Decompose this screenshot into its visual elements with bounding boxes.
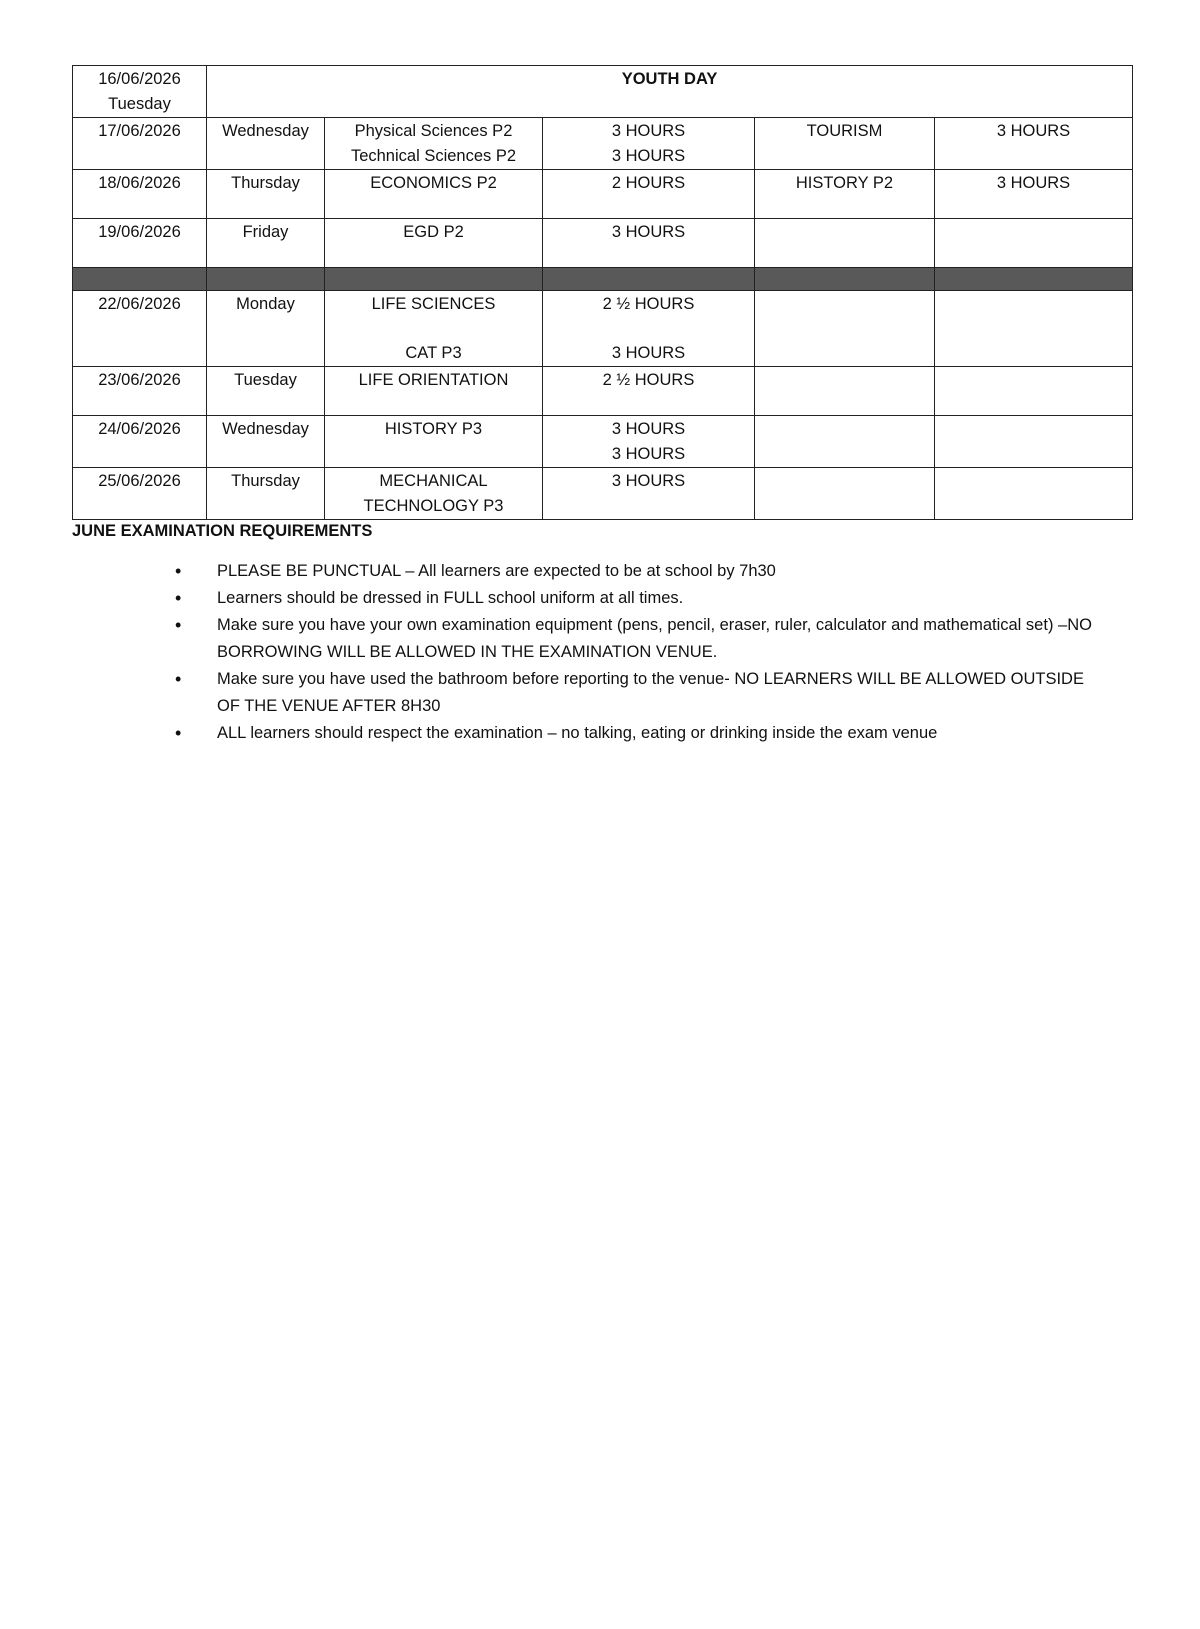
line-gap [547, 317, 750, 341]
day: Wednesday [207, 416, 325, 468]
duration: 3 HOURS [611, 344, 686, 362]
subject-2 [755, 219, 935, 268]
divider-cell [543, 268, 755, 291]
table-row [73, 468, 1133, 520]
requirements-title: JUNE EXAMINATION REQUIREMENTS [72, 522, 373, 540]
subject-2 [755, 367, 935, 416]
divider-cell [73, 268, 207, 291]
subject: Technical Sciences P2 [350, 147, 517, 165]
table-row-youth-day [73, 66, 1133, 118]
day: Thursday [207, 468, 325, 520]
requirement-text: PLEASE BE PUNCTUAL – All learners are expected to be at school by 7h30 [217, 562, 776, 580]
date: 18/06/2026 [73, 170, 207, 219]
subject-2 [755, 468, 935, 520]
table-row [73, 416, 1133, 468]
table-row [73, 219, 1133, 268]
duration: 3 HOURS [611, 122, 686, 140]
day: Wednesday [207, 118, 325, 170]
table-row [73, 118, 1133, 170]
bullet-icon: • [175, 615, 182, 635]
duration-2: 3 HOURS [935, 118, 1133, 170]
requirement-text: ALL learners should respect the examination – no talking, eating or drinking inside the exam venue [217, 724, 938, 742]
requirements-list [72, 558, 1132, 747]
subject-2: TOURISM [755, 118, 935, 170]
requirement-text: Learners should be dressed in FULL school uniform at all times. [217, 589, 684, 607]
duration: 3 HOURS [543, 219, 755, 268]
day: Friday [207, 219, 325, 268]
subject: TECHNOLOGY P3 [363, 497, 504, 515]
duration: 2 ½ HOURS [602, 295, 695, 313]
table-row [73, 291, 1133, 367]
duration: 3 HOURS [611, 147, 686, 165]
day: Thursday [207, 170, 325, 219]
subject-2 [755, 416, 935, 468]
duration-cell [543, 118, 755, 170]
exam-timetable [72, 65, 1133, 520]
day: Tuesday [108, 95, 171, 113]
bullet-icon: • [175, 669, 182, 689]
subject: HISTORY P3 [325, 416, 543, 468]
youth-day-label: YOUTH DAY [207, 66, 1133, 118]
bullet-icon: • [175, 723, 182, 743]
subject-2: HISTORY P2 [755, 170, 935, 219]
date: 24/06/2026 [73, 416, 207, 468]
date: 17/06/2026 [73, 118, 207, 170]
bullet-icon: • [175, 561, 182, 581]
day: Tuesday [207, 367, 325, 416]
divider-cell [755, 268, 935, 291]
subject: MECHANICAL [379, 472, 488, 490]
duration: 3 HOURS [611, 420, 686, 438]
date: 22/06/2026 [73, 291, 207, 367]
list-item [72, 666, 1132, 720]
date: 19/06/2026 [73, 219, 207, 268]
subject: LIFE SCIENCES [371, 295, 496, 313]
duration: 2 ½ HOURS [543, 367, 755, 416]
requirement-text: Make sure you have used the bathroom before reporting to the venue- NO LEARNERS WILL BE ALLOWED OUTSIDE OF THE VENUE AFTER 8H30 [217, 670, 1084, 715]
duration: 2 HOURS [543, 170, 755, 219]
duration-2 [935, 219, 1133, 268]
day: Monday [207, 291, 325, 367]
duration-2 [935, 291, 1133, 367]
duration-2 [935, 468, 1133, 520]
date-cell [73, 66, 207, 118]
table-row [73, 170, 1133, 219]
subject-cell [325, 468, 543, 520]
subject: CAT P3 [405, 344, 462, 362]
duration-2: 3 HOURS [935, 170, 1133, 219]
date: 16/06/2026 [98, 70, 181, 88]
subject: ECONOMICS P2 [325, 170, 543, 219]
duration-2 [935, 367, 1133, 416]
line-gap [329, 317, 538, 341]
subject-cell [325, 118, 543, 170]
divider-cell [325, 268, 543, 291]
duration: 3 HOURS [543, 468, 755, 520]
requirements-section [72, 518, 1132, 747]
list-item [72, 720, 1132, 747]
date: 23/06/2026 [73, 367, 207, 416]
duration-cell [543, 291, 755, 367]
duration: 3 HOURS [611, 445, 686, 463]
subject: Physical Sciences P2 [354, 122, 513, 140]
subject-2 [755, 291, 935, 367]
list-item [72, 558, 1132, 585]
subject-cell [325, 291, 543, 367]
duration-2 [935, 416, 1133, 468]
duration-cell [543, 416, 755, 468]
table-row [73, 367, 1133, 416]
requirement-text: Make sure you have your own examination equipment (pens, pencil, eraser, ruler, calculator and mathematical set) –NO BORROWING WILL BE ALLOWED IN THE EXAMINATION VENUE. [217, 616, 1092, 661]
list-item [72, 585, 1132, 612]
date: 25/06/2026 [73, 468, 207, 520]
week-divider-row [73, 268, 1133, 291]
list-item [72, 612, 1132, 666]
bullet-icon: • [175, 588, 182, 608]
subject: EGD P2 [325, 219, 543, 268]
divider-cell [207, 268, 325, 291]
subject: LIFE ORIENTATION [325, 367, 543, 416]
divider-cell [935, 268, 1133, 291]
